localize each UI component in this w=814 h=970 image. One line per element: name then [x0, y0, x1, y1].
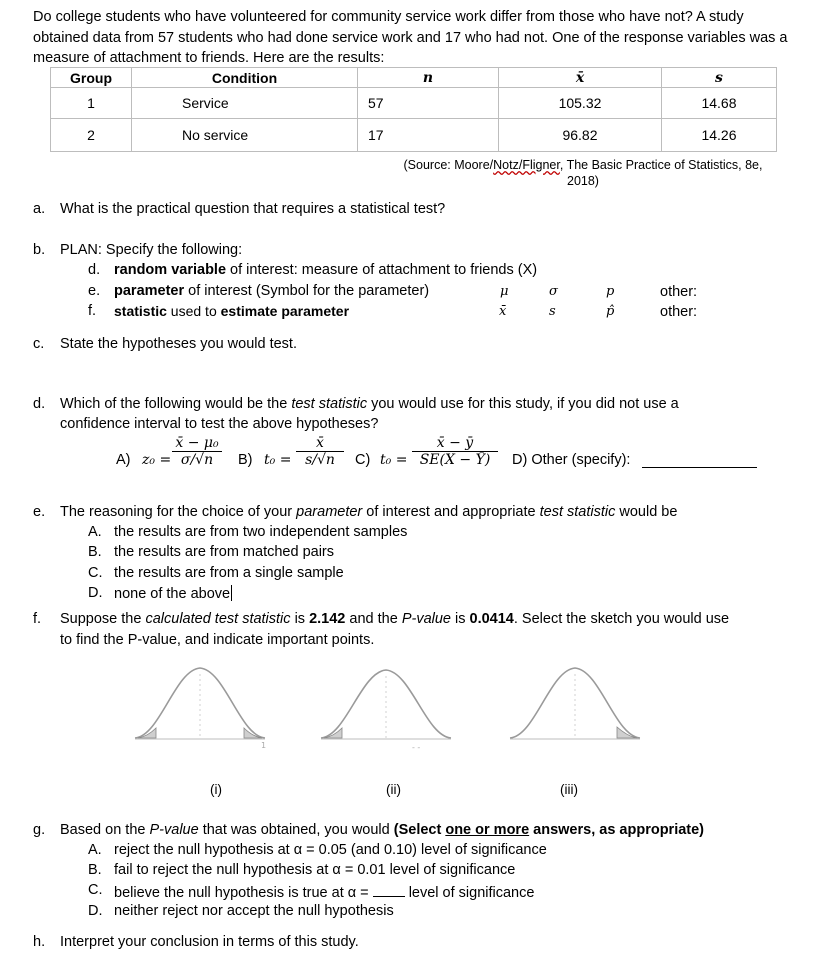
table-cell: 105.32 [499, 88, 662, 119]
table-cell: 14.26 [662, 119, 777, 152]
question-f-letter: f. [33, 611, 42, 627]
source-authors: Notz/Fligner [493, 158, 560, 172]
table-cell: 96.82 [499, 119, 662, 152]
item-d-letter: d. [88, 262, 101, 278]
q-f-bold-1: 2.142 [309, 611, 346, 627]
svg-text:- -: - - [412, 743, 421, 752]
option-b-label: B) [238, 452, 253, 468]
g-option-text[interactable]: fail to reject the null hypothesis at α = 0.01 level of significance [114, 862, 516, 878]
question-b-letter: b. [33, 242, 46, 258]
q-d-text-a: Which of the following would be the [60, 396, 292, 412]
col-header-group: Group [51, 68, 132, 88]
item-f-text [114, 303, 349, 319]
sketch-i-two-tailed-curve[interactable] [130, 660, 270, 755]
option-c-numerator: x̄ − ȳ [412, 435, 498, 452]
sketch-label-ii: (ii) [386, 782, 401, 797]
stat-symbol-phat: p̂ [606, 304, 615, 319]
option-a-denominator: σ/√n [180, 452, 214, 468]
table-cell: Service [132, 88, 358, 119]
item-e-letter: e. [88, 283, 101, 299]
q-f-italic-1: calculated test statistic [145, 611, 291, 627]
option-d-label: D) Other (specify): [512, 452, 631, 468]
param-symbol-mu: μ [500, 284, 509, 299]
sketch-iii-right-tailed-curve[interactable] [505, 660, 645, 755]
g-option-text[interactable]: neither reject nor accept the null hypothesis [114, 903, 394, 919]
q-e-text-b: of interest and appropriate [362, 504, 540, 520]
col-header-condition: Condition [132, 68, 358, 88]
question-b-text: PLAN: Specify the following: [60, 242, 243, 258]
q-g-italic: P-value [149, 822, 199, 838]
param-symbol-p: p [606, 284, 615, 299]
q-f-text-b: is [290, 611, 310, 627]
q-e-italic-1: parameter [296, 504, 363, 520]
col-header-n: n [358, 68, 499, 88]
e-option-letter: C. [88, 565, 103, 581]
stat-symbol-s: s [549, 304, 556, 319]
option-c-lhs: t₀ = [380, 452, 408, 468]
table-cell: 2 [51, 119, 132, 152]
table-header-row [51, 68, 777, 88]
g-option-text[interactable]: reject the null hypothesis at α = 0.05 (and 0.10) level of significance [114, 842, 547, 858]
col-header-mean: x̄ [499, 68, 662, 88]
question-a-text: What is the practical question that requires a statistical test? [60, 201, 446, 217]
e-option-text[interactable]: the results are from matched pairs [114, 544, 335, 560]
question-c-text: State the hypotheses you would test. [60, 336, 297, 352]
q-e-text-a: The reasoning for the choice of your [60, 504, 297, 520]
option-d-blank[interactable] [642, 467, 757, 468]
item-e-rest: of interest (Symbol for the parameter) [184, 283, 430, 299]
question-h-letter: h. [33, 934, 46, 950]
intro-paragraph: Do college students who have volunteered for community service work differ from those who have not? A study obtained data from 57 students who had done service work and 17 who had not. One of the response variables was a measure of attachment to friends. Here are the results: [33, 9, 788, 66]
item-f-bold1: statistic [114, 303, 167, 319]
table-row [51, 88, 777, 119]
item-f-mid: used to [166, 303, 221, 319]
g-option-letter: A. [88, 842, 102, 858]
e-option-letter: B. [88, 544, 102, 560]
q-g-bold-1: (Select [393, 822, 446, 838]
g-option-letter: B. [88, 862, 102, 878]
table-cell: 1 [51, 88, 132, 119]
question-h-text: Interpret your conclusion in terms of this study. [60, 934, 359, 950]
question-d-line1 [60, 396, 679, 412]
table-cell: No service [132, 119, 358, 152]
q-e-text-c: would be [615, 504, 678, 520]
source-citation [393, 157, 773, 189]
question-c-letter: c. [33, 336, 45, 352]
source-prefix: (Source: Moore/ [403, 158, 494, 172]
question-e-text [60, 504, 677, 520]
option-c-denominator: SE(X̄ − Ȳ) [419, 452, 491, 468]
q-g-bold-underline: one or more [445, 822, 530, 838]
item-f-bold2: estimate parameter [220, 303, 350, 319]
item-d-text [114, 262, 537, 278]
table-row [51, 119, 777, 152]
item-e-bold: parameter [114, 283, 185, 299]
option-a-lhs: z₀ = [142, 452, 172, 468]
e-option-letter: D. [88, 585, 103, 601]
source-suffix: , The Basic Practice of Statistics, 8e, 2018) [559, 158, 763, 188]
q-f-text-e: . Select the sketch you would use [513, 611, 730, 627]
g-option-c-text-b: level of significance [408, 885, 535, 901]
other-label-2: other: [660, 304, 698, 320]
q-f-bold-2: 0.0414 [469, 611, 514, 627]
g-option-letter: D. [88, 903, 103, 919]
q-d-text-b: you would use for this study, if you did not use a [367, 396, 679, 412]
option-a-label: A) [116, 452, 131, 468]
table-cell: 14.68 [662, 88, 777, 119]
alpha-blank[interactable] [373, 882, 405, 897]
q-f-italic-2: P-value [401, 611, 451, 627]
item-e-text [114, 283, 429, 299]
other-label-1: other: [660, 284, 698, 300]
option-b-denominator: s/√n [305, 452, 335, 468]
e-option-d-text: none of the above [114, 586, 231, 602]
svg-text:1: 1 [261, 741, 267, 750]
g-option-text[interactable] [114, 882, 534, 901]
q-f-text-d: is [450, 611, 470, 627]
option-b-numerator: x̄ [296, 435, 344, 452]
text-cursor [231, 585, 232, 601]
e-option-text[interactable] [114, 585, 232, 602]
question-e-letter: e. [33, 504, 46, 520]
stat-symbol-xbar: x̄ [499, 304, 507, 319]
results-table [50, 67, 777, 152]
sketch-label-iii: (iii) [560, 782, 578, 797]
sketch-ii-left-tailed-curve[interactable] [316, 662, 456, 757]
item-d-bold: random variable [114, 262, 227, 278]
g-option-letter: C. [88, 882, 103, 898]
q-d-text-italic: test statistic [291, 396, 368, 412]
item-f-letter: f. [88, 303, 97, 319]
question-g-letter: g. [33, 822, 46, 838]
col-header-sd: s [662, 68, 777, 88]
param-symbol-sigma: σ [549, 284, 558, 299]
q-g-bold-2: answers, as appropriate) [529, 822, 705, 838]
q-g-text-a: Based on the [60, 822, 150, 838]
q-g-text-b: that was obtained, you would [198, 822, 394, 838]
sketch-label-i: (i) [210, 782, 222, 797]
question-f-line2: to find the P-value, and indicate important points. [60, 632, 375, 648]
option-b-fraction [296, 435, 344, 469]
question-f-line1 [60, 611, 729, 627]
e-option-text[interactable]: the results are from two independent samples [114, 524, 408, 540]
e-option-text[interactable]: the results are from a single sample [114, 565, 344, 581]
table-cell: 57 [358, 88, 499, 119]
e-option-letter: A. [88, 524, 102, 540]
option-b-lhs: t₀ = [264, 452, 292, 468]
question-d-line2: confidence interval to test the above hypotheses? [60, 416, 379, 432]
option-c-label: C) [355, 452, 371, 468]
option-a-numerator: x̄ − μ₀ [172, 435, 222, 452]
question-d-letter: d. [33, 396, 46, 412]
q-f-text-c: and the [345, 611, 402, 627]
q-e-italic-2: test statistic [539, 504, 616, 520]
question-g-text [60, 822, 704, 838]
question-a-letter: a. [33, 201, 46, 217]
option-c-fraction [412, 435, 498, 469]
g-option-c-text-a: believe the null hypothesis is true at α = [114, 885, 373, 901]
item-d-rest: of interest: measure of attachment to friends (X) [226, 262, 538, 278]
option-a-fraction [172, 435, 222, 469]
q-f-text-a: Suppose the [60, 611, 146, 627]
table-cell: 17 [358, 119, 499, 152]
